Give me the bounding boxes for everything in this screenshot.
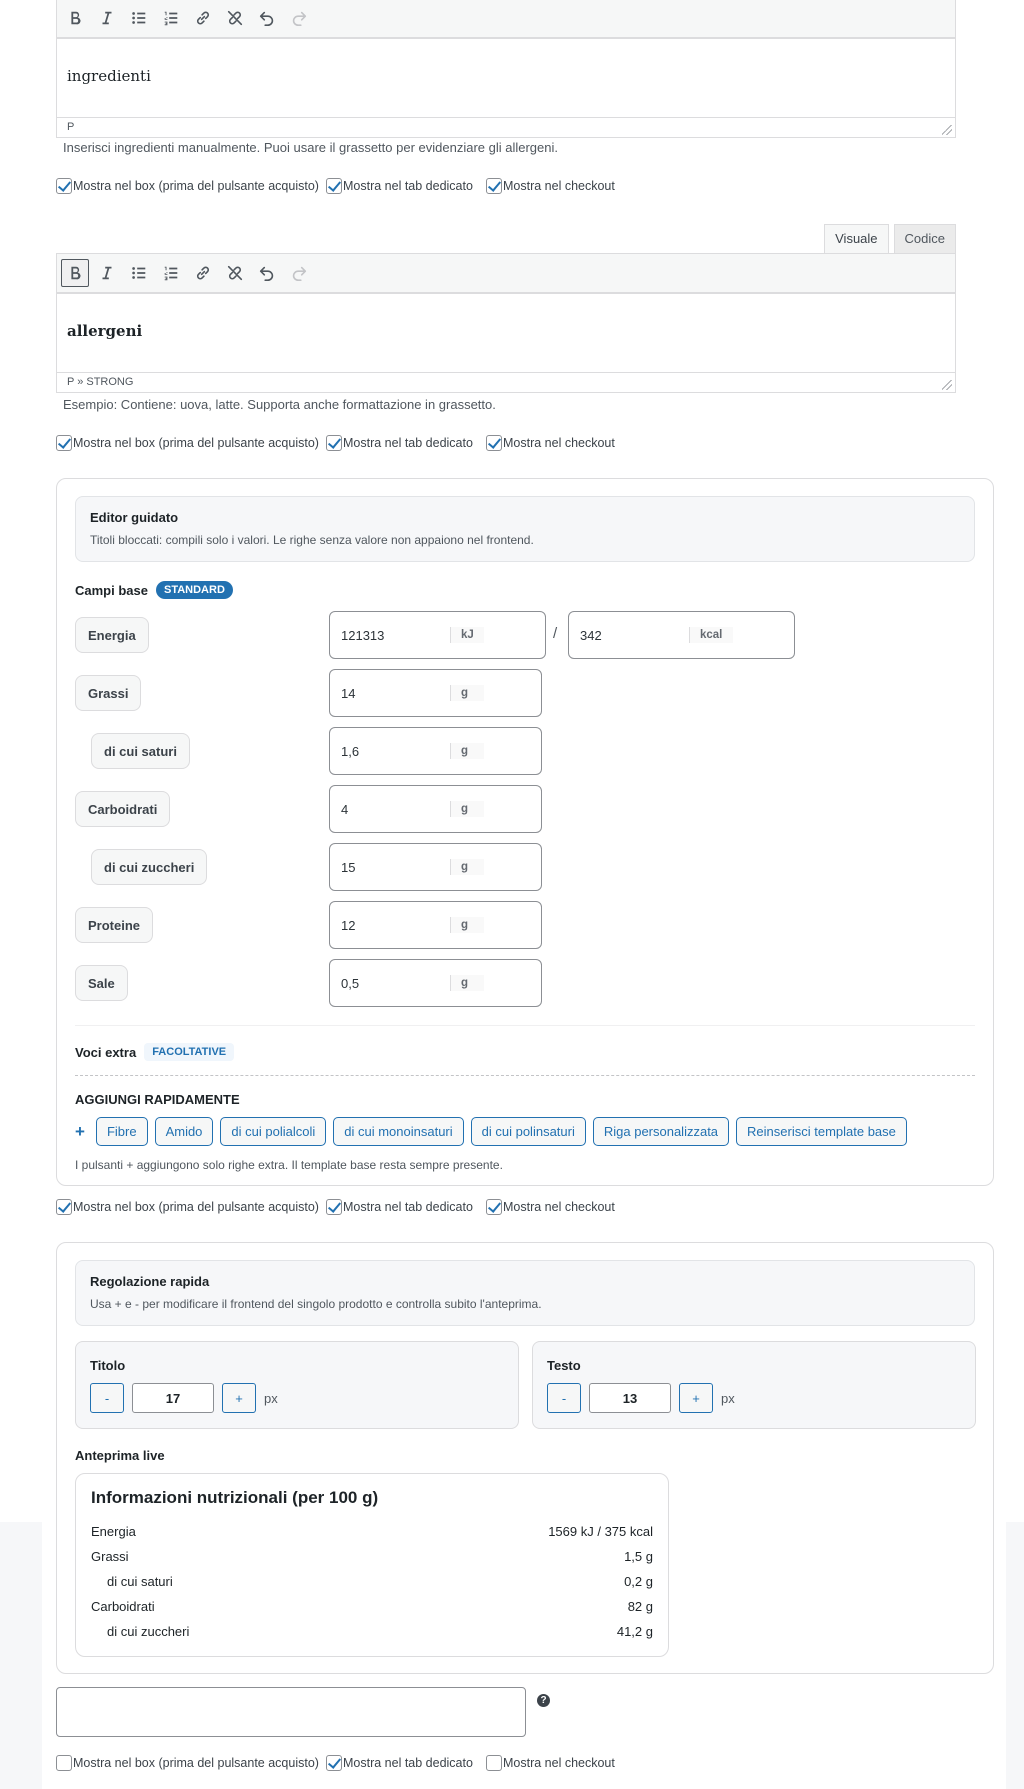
live-preview-label: [75, 1448, 165, 1463]
checkbox-label: Mostra nel checkout: [503, 436, 615, 450]
energy-separator: /: [553, 625, 558, 642]
quick-add-note: I pulsanti + aggiungono solo righe extra. Il template base resta sempre presente.: [75, 1158, 503, 1172]
notes-visibility-options: [56, 1755, 615, 1771]
checkbox-checked-icon[interactable]: [326, 1199, 342, 1215]
preview-row-name: Energia: [91, 1524, 136, 1539]
checkbox-label: Mostra nel box (prima del pulsante acquisto): [73, 436, 319, 450]
optional-badge: FACOLTATIVE: [144, 1043, 234, 1061]
checkbox-label: Mostra nel tab dedicato: [343, 179, 473, 193]
quick-add-label: AGGIUNGI RAPIDAMENTE: [75, 1092, 240, 1107]
fat-input[interactable]: [329, 669, 542, 717]
title-size-increase-button[interactable]: +: [222, 1383, 256, 1413]
field-unit: kcal: [689, 627, 733, 643]
field-label-sale: Sale: [75, 965, 128, 1001]
tab-code[interactable]: Codice: [894, 224, 956, 253]
field-value[interactable]: 342: [580, 627, 602, 643]
quick-add-buttons: [75, 1117, 907, 1146]
base-fields-title: Campi base: [75, 582, 148, 598]
base-fields-header: [75, 581, 233, 599]
field-value[interactable]: 1,6: [341, 743, 360, 759]
preview-row: [91, 1569, 653, 1594]
show-in-box-checkbox[interactable]: [56, 1755, 326, 1771]
link-icon[interactable]: [189, 259, 217, 287]
checkbox-label: Mostra nel checkout: [503, 179, 615, 193]
preview-row: [91, 1544, 653, 1569]
preview-row-name: Carboidrati: [91, 1599, 155, 1614]
text-size-decrease-button[interactable]: -: [547, 1383, 581, 1413]
status-path-text: P » STRONG: [67, 376, 134, 388]
checkbox-checked-icon[interactable]: [326, 1755, 342, 1771]
undo-icon[interactable]: [253, 259, 281, 287]
preview-row-value: 41,2 g: [616, 1624, 653, 1639]
show-in-box-checkbox[interactable]: [56, 178, 326, 194]
field-unit: g: [450, 801, 484, 817]
numbered-list-icon[interactable]: [157, 4, 185, 32]
field-unit: kJ: [450, 627, 484, 643]
preview-row-value: 1,5 g: [624, 1549, 653, 1564]
show-in-tab-checkbox[interactable]: [326, 1199, 486, 1215]
resize-handle-icon[interactable]: [942, 125, 952, 135]
reinsert-template-button[interactable]: Reinserisci template base: [736, 1117, 907, 1146]
bold-icon[interactable]: [61, 4, 89, 32]
editor-toolbar: [57, 254, 955, 294]
nutrition-preview-card: [75, 1473, 669, 1657]
redo-icon[interactable]: [285, 259, 313, 287]
field-value[interactable]: 14: [341, 685, 356, 701]
dashed-divider: [75, 1075, 975, 1076]
preview-row-value: 0,2 g: [624, 1574, 653, 1589]
extra-fields-header: [75, 1043, 234, 1061]
checkbox-label: Mostra nel checkout: [503, 1200, 615, 1214]
saturated-fat-input[interactable]: [329, 727, 542, 775]
redo-icon[interactable]: [285, 4, 313, 32]
checkbox-label: Mostra nel checkout: [503, 1756, 615, 1770]
tab-visual[interactable]: Visuale: [824, 224, 888, 253]
show-in-tab-checkbox[interactable]: [326, 435, 486, 451]
bold-icon[interactable]: [61, 259, 89, 287]
preview-row-value: 1569 kJ / 375 kcal: [548, 1524, 653, 1539]
adjust-info-box: [75, 1260, 975, 1326]
show-in-tab-checkbox[interactable]: [326, 1755, 486, 1771]
preview-row: [91, 1519, 653, 1544]
resize-handle-icon[interactable]: [942, 380, 952, 390]
salt-input[interactable]: [329, 959, 542, 1007]
add-polinsaturi-button[interactable]: di cui polinsaturi: [471, 1117, 586, 1146]
checkbox-unchecked-icon[interactable]: [56, 1755, 72, 1771]
bulleted-list-icon[interactable]: [125, 259, 153, 287]
allergens-content[interactable]: allergeni: [67, 322, 143, 340]
editor-status-path: [57, 117, 955, 137]
field-value[interactable]: 121313: [341, 627, 385, 643]
text-size-control: [532, 1341, 976, 1429]
add-polialcoli-button[interactable]: di cui polialcoli: [220, 1117, 326, 1146]
title-size-control: [75, 1341, 519, 1429]
editor-toolbar: [57, 0, 955, 39]
checkbox-checked-icon[interactable]: [56, 435, 72, 451]
guided-title: Editor guidato: [90, 510, 179, 525]
field-unit: g: [450, 917, 484, 933]
preview-row: [91, 1594, 653, 1619]
checkbox-unchecked-icon[interactable]: [486, 1755, 502, 1771]
text-size-increase-button[interactable]: +: [679, 1383, 713, 1413]
numbered-list-icon[interactable]: [157, 259, 185, 287]
italic-icon[interactable]: [93, 259, 121, 287]
checkbox-checked-icon[interactable]: [56, 178, 72, 194]
checkbox-checked-icon[interactable]: [486, 1199, 502, 1215]
text-size-input[interactable]: 13: [589, 1383, 671, 1413]
question-icon[interactable]: ?: [537, 1694, 550, 1707]
adjust-subtitle: Usa + e - per modificare il frontend del singolo prodotto e controlla subito l'anteprima.: [90, 1297, 542, 1311]
preview-row: [91, 1619, 653, 1644]
guided-subtitle: Titoli bloccati: compili solo i valori. Le righe senza valore non appaiono nel frontend.: [90, 533, 534, 547]
checkbox-checked-icon[interactable]: [486, 178, 502, 194]
guided-info-box: [75, 496, 975, 562]
checkbox-label: Mostra nel tab dedicato: [343, 1756, 473, 1770]
title-size-input[interactable]: 17: [132, 1383, 214, 1413]
preview-row-name: di cui saturi: [107, 1574, 173, 1589]
add-fibre-button[interactable]: Fibre: [96, 1117, 148, 1146]
add-custom-row-button[interactable]: Riga personalizzata: [593, 1117, 729, 1146]
add-amido-button[interactable]: Amido: [155, 1117, 214, 1146]
add-monoinsaturi-button[interactable]: di cui monoinsaturi: [333, 1117, 463, 1146]
show-in-checkout-checkbox[interactable]: [486, 435, 615, 451]
checkbox-label: Mostra nel box (prima del pulsante acquisto): [73, 1756, 319, 1770]
field-value[interactable]: 15: [341, 859, 356, 875]
allergens-visibility-options: [56, 435, 615, 451]
field-unit: g: [450, 743, 484, 759]
field-unit: g: [450, 975, 484, 991]
undo-icon[interactable]: [253, 4, 281, 32]
italic-icon[interactable]: [93, 4, 121, 32]
field-label-carboidrati: Carboidrati: [75, 791, 170, 827]
standard-badge: STANDARD: [156, 581, 233, 599]
unlink-icon[interactable]: [221, 4, 249, 32]
field-label-energia: Energia: [75, 617, 149, 653]
field-label-grassi: Grassi: [75, 675, 141, 711]
text-size-stepper: [547, 1383, 735, 1413]
preview-row-value: 82 g: [627, 1599, 653, 1614]
text-size-label: Testo: [547, 1358, 581, 1373]
text-size-unit: px: [721, 1390, 735, 1406]
show-in-box-checkbox[interactable]: [56, 1199, 326, 1215]
field-value[interactable]: 4: [341, 801, 349, 817]
quick-add-title: [75, 1092, 240, 1107]
adjust-title: Regolazione rapida: [90, 1274, 210, 1289]
live-preview-title: Anteprima live: [75, 1448, 165, 1463]
preview-title: Informazioni nutrizionali (per 100 g): [91, 1488, 379, 1507]
checkbox-checked-icon[interactable]: [326, 178, 342, 194]
protein-input[interactable]: [329, 901, 542, 949]
checkbox-label: Mostra nel tab dedicato: [343, 1200, 473, 1214]
checkbox-label: Mostra nel tab dedicato: [343, 436, 473, 450]
show-in-checkout-checkbox[interactable]: [486, 1755, 615, 1771]
field-value[interactable]: 12: [341, 917, 356, 933]
editor-status-path: [57, 372, 955, 392]
ingredients-description: Inserisci ingredienti manualmente. Puoi usare il grassetto per evidenziare gli allergeni.: [63, 140, 558, 155]
extra-notes-textarea[interactable]: [56, 1687, 526, 1737]
guided-nutrition-editor: [56, 478, 994, 1186]
checkbox-checked-icon[interactable]: [326, 435, 342, 451]
energy-kj-input[interactable]: [329, 611, 546, 659]
field-label-proteine: Proteine: [75, 907, 153, 943]
field-unit: g: [450, 859, 484, 875]
ingredients-content[interactable]: ingredienti: [67, 67, 151, 85]
field-label-saturi: di cui saturi: [91, 733, 190, 769]
show-in-box-checkbox[interactable]: [56, 435, 326, 451]
allergens-description: Esempio: Contiene: uova, latte. Supporta anche formattazione in grassetto.: [63, 397, 496, 412]
preview-row-name: Grassi: [91, 1549, 129, 1564]
title-size-decrease-button[interactable]: -: [90, 1383, 124, 1413]
allergens-editor: [56, 253, 956, 393]
extra-fields-title: Voci extra: [75, 1044, 137, 1060]
checkbox-label: Mostra nel box (prima del pulsante acquisto): [73, 179, 319, 193]
field-unit: g: [450, 685, 484, 701]
plus-icon: +: [75, 1121, 85, 1141]
quick-adjust-panel: [56, 1242, 994, 1674]
title-size-stepper: [90, 1383, 278, 1413]
show-in-checkout-checkbox[interactable]: [486, 178, 615, 194]
show-in-tab-checkbox[interactable]: [326, 178, 486, 194]
checkbox-checked-icon[interactable]: [56, 1199, 72, 1215]
bulleted-list-icon[interactable]: [125, 4, 153, 32]
carbs-input[interactable]: [329, 785, 542, 833]
field-label-zuccheri: di cui zuccheri: [91, 849, 207, 885]
status-path-text: P: [67, 121, 75, 133]
show-in-checkout-checkbox[interactable]: [486, 1199, 615, 1215]
ingredients-visibility-options: [56, 178, 615, 194]
preview-row-name: di cui zuccheri: [107, 1624, 190, 1639]
title-size-unit: px: [264, 1390, 278, 1406]
sugars-input[interactable]: [329, 843, 542, 891]
ingredients-editor: [56, 0, 956, 138]
editor-mode-tabs: [824, 224, 956, 253]
unlink-icon[interactable]: [221, 259, 249, 287]
energy-kcal-input[interactable]: [568, 611, 795, 659]
nutrition-visibility-options: [56, 1199, 615, 1215]
checkbox-label: Mostra nel box (prima del pulsante acquisto): [73, 1200, 319, 1214]
field-value[interactable]: 0,5: [341, 975, 360, 991]
section-divider: [75, 1025, 975, 1026]
checkbox-checked-icon[interactable]: [486, 435, 502, 451]
title-size-label: Titolo: [90, 1358, 126, 1373]
link-icon[interactable]: [189, 4, 217, 32]
